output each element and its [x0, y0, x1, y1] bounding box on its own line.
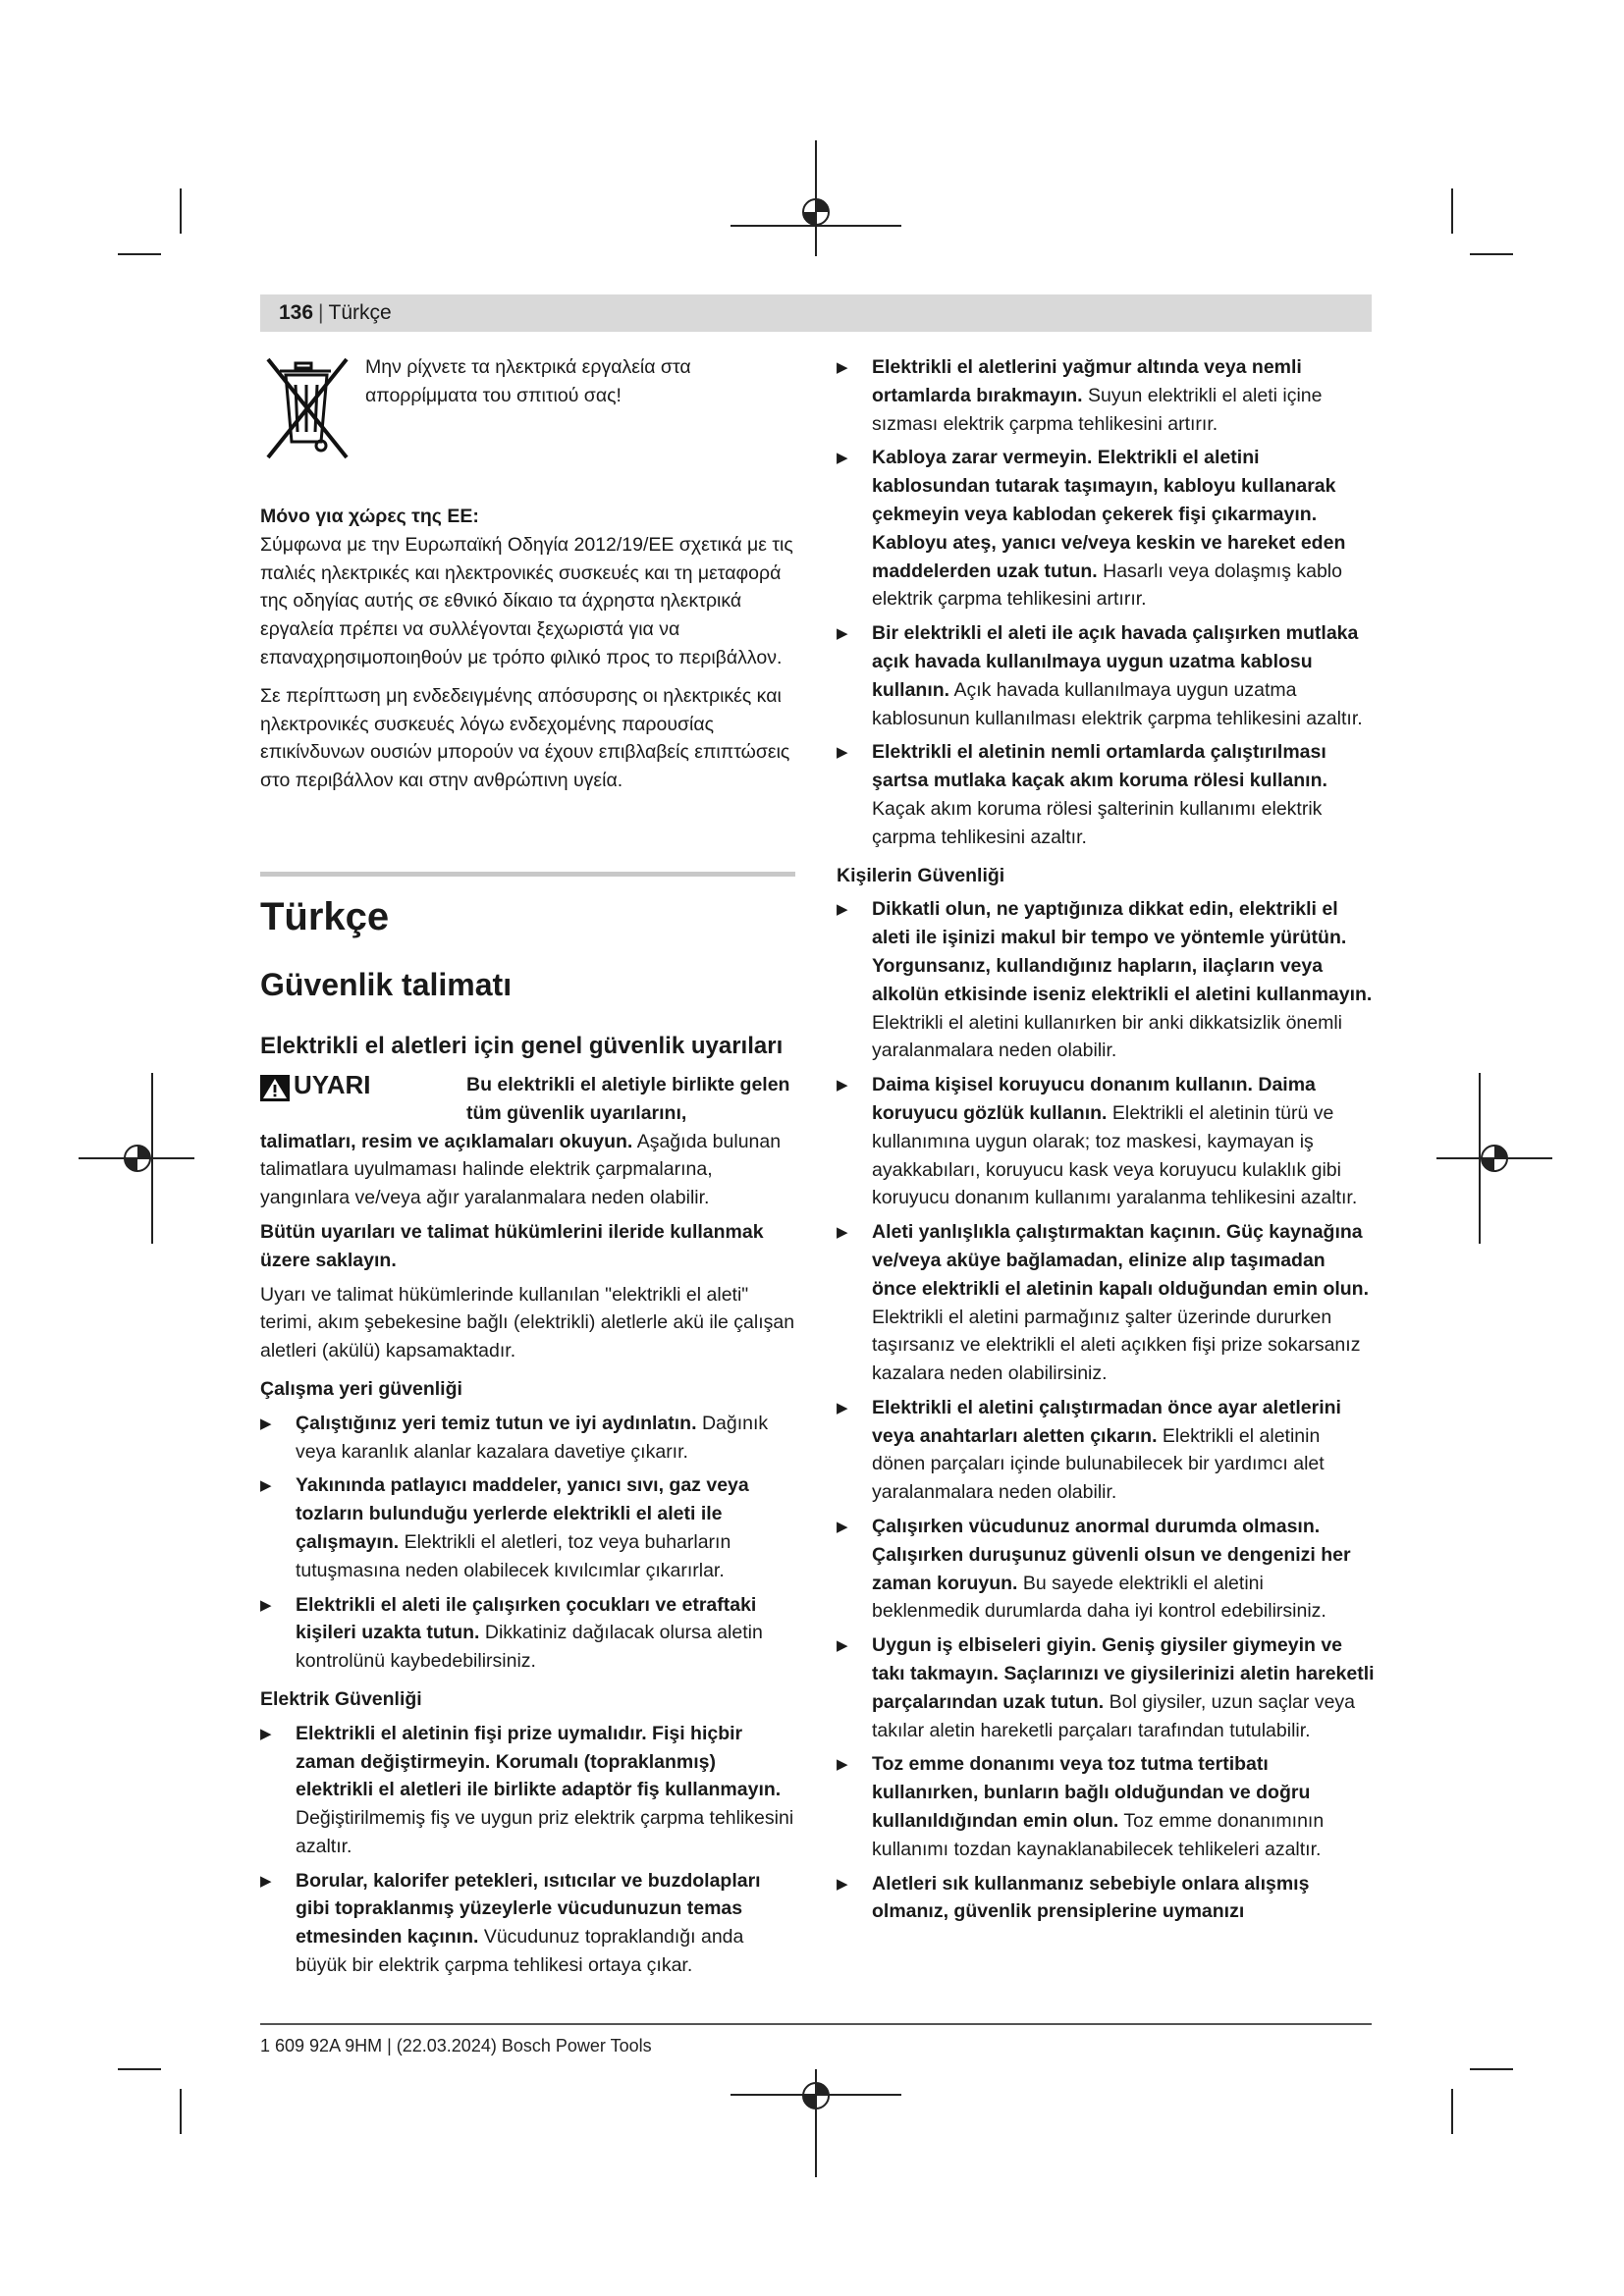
bullet-arrow-icon: ▶ [837, 450, 848, 467]
item-bold: Aletleri sık kullanmanız sebebiyle onlara alışmış olmanız, güvenlik prensiplerine uymanızı [872, 1872, 1310, 1923]
bullet-arrow-icon: ▶ [260, 1477, 272, 1495]
list-item [837, 1071, 1375, 1212]
page-number: 136 [279, 301, 314, 324]
page-header [260, 294, 1372, 332]
item-bold: Daima kişisel koruyucu donanım kullanın. Daima koruyucu gözlük kullanın. [872, 1074, 1316, 1124]
bullet-arrow-icon: ▶ [260, 1415, 272, 1432]
item-bold: Kabloya zarar vermeyin. Elektrikli el aletini kablosundan tutarak taşımayın, kabloyu kullanarak çekmeyin veya kablodan çekerek fişi çıkarmayın. Kabloyu ateş, yanıcı ve/veya keskin ve hareket eden maddelerden uzak tutun. [872, 447, 1346, 582]
item-text: Elektrikli el aletini parmağınız şalter üzerinde dururken taşırsanız ve elektrikli el aleti açıkken fişi prize sokarsanız kazalara neden olabilirsiniz. [872, 1306, 1361, 1385]
crop-mark-tl-h [118, 253, 161, 255]
list-item [260, 1867, 795, 1980]
crossed-wheelie-bin-icon [260, 353, 353, 463]
general-warnings-heading: Elektrikli el aletleri için genel güvenlik uyarıları [260, 1032, 784, 1059]
crop-mark-br-h [1470, 2068, 1513, 2070]
bullet-arrow-icon: ▶ [837, 1637, 848, 1655]
item-text: Hasarlı veya dolaşmış kablo elektrik çarpma tehlikesini artırır. [872, 560, 1342, 611]
warning-text: Aşağıda bulunan talimatlara uyulmaması halinde elektrik çarpmalarına, yangınlara ve/veya ağır yaralanmalara neden olabilir. [260, 1130, 782, 1209]
safety-title: Güvenlik talimatı [260, 966, 513, 1002]
language-title: Türkçe [260, 894, 390, 938]
item-bold: Elektrikli el aletinin fişi prize uymalıdır. Fişi hiçbir zaman değiştirmeyin. Korumalı (topraklanmış) elektrikli el aletleri ile birlikte adaptör fiş kullanmayın. [296, 1722, 782, 1801]
bullet-arrow-icon: ▶ [837, 744, 848, 762]
bullet-arrow-icon: ▶ [837, 359, 848, 376]
eu-heading: Μόνο για χώρες της ΕΕ: [260, 506, 479, 527]
bullet-arrow-icon: ▶ [837, 1519, 848, 1536]
weee-block [260, 353, 795, 463]
warning-bold-2: talimatları, resim ve açıklamaları okuyun. [260, 1130, 633, 1152]
header-separator: | [318, 301, 324, 324]
bullet-arrow-icon: ▶ [837, 1077, 848, 1095]
item-text: Vücudunuz topraklandığı anda büyük bir elektrik çarpma tehlikesi ortaya çıkar. [296, 1926, 744, 1977]
footer-divider [260, 2023, 1372, 2025]
electrical-safety-heading: Elektrik Güvenliği [260, 1687, 422, 1710]
crop-mark-tr-v [1451, 188, 1453, 234]
bullet-arrow-icon: ▶ [837, 625, 848, 643]
bullet-arrow-icon: ▶ [260, 1596, 272, 1614]
list-item [837, 444, 1375, 614]
registration-target-icon [121, 1142, 154, 1175]
bullet-arrow-icon: ▶ [837, 1756, 848, 1774]
item-bold: Toz emme donanımı veya toz tutma tertibatı kullanırken, bunların bağlı olduğundan ve doğru kullanıldığından emin olun. [872, 1753, 1311, 1833]
list-item [260, 1410, 795, 1467]
list-item [837, 1750, 1375, 1863]
list-item [837, 1870, 1375, 1927]
item-text: Toz emme donanımının kullanımı tozdan kaynaklanabilecek tehlikeleri azaltır. [872, 1810, 1325, 1860]
item-text: Dikkatiniz dağılacak olursa aletin kontrolünü kaybedebilirsiniz. [296, 1622, 763, 1673]
greek-paragraph-1: Σύμφωνα με την Ευρωπαϊκή Οδηγία 2012/19/ΕΕ σχετικά με τις παλιές ηλεκτρικές και ηλεκτρονικές συσκευές και τη μεταφορά της οδηγίας αυτής σε εθνικό δίκαιο τα άχρηστα ηλεκτρικά εργαλεία πρέπει να συλλέγονται ξεχωριστά για να επαναχρησιμοποιηθούν με τρόπο φιλικό προς το περιβάλλον. [260, 533, 793, 668]
crop-mark-br-v [1451, 2089, 1453, 2134]
left-column [260, 353, 795, 1980]
greek-paragraph-2: Σε περίπτωση μη ενδεδειγμένης απόσυρσης οι ηλεκτρικές και ηλεκτρονικές συσκευές λόγω ενδεχομένης παρουσίας επικίνδυνων ουσιών μπορούν να έχουν επιβλαβείς επιπτώσεις στο περιβάλλον και στην ανθρώπινη υγεία. [260, 684, 790, 792]
keep-instructions: Bütün uyarıları ve talimat hükümlerini ileride kullanmak üzere saklayın. [260, 1220, 764, 1271]
item-text: Elektrikli el aletini kullanırken bir anki dikkatsizlik önemli yaralanmalara neden olabilir. [872, 1011, 1343, 1062]
item-text: Bu sayede elektrikli el aletini beklenmedik durumlarda daha iyi kontrol edebilirsiniz. [872, 1572, 1326, 1623]
work-area-heading: Çalışma yeri güvenliği [260, 1377, 462, 1400]
bullet-arrow-icon: ▶ [837, 1399, 848, 1416]
list-item [837, 353, 1375, 438]
item-bold: Elektrikli el aletini çalıştırmadan önce ayar aletlerini veya anahtarları aletten çıkarın. [872, 1396, 1341, 1447]
term-text: Uyarı ve talimat hükümlerinde kullanılan "elektrikli el aleti" terimi, akım şebekesine bağlı (elektrikli) aletlerle akü ile çalışan aletleri (akülü) kapsamaktadır. [260, 1283, 795, 1362]
warning-bold-1: Bu elektrikli el aletiyle birlikte gelen tüm güvenlik uyarılarını, [466, 1073, 790, 1124]
list-item [260, 1591, 795, 1676]
warning-paragraph [260, 1128, 795, 1212]
bullet-arrow-icon: ▶ [837, 1224, 848, 1242]
item-bold: Elektrikli el aletlerini yağmur altında veya nemli ortamlarda bırakmayın. [872, 356, 1302, 406]
item-text: Değiştirilmemiş fiş ve uygun priz elektrik çarpma tehlikesini azaltır. [296, 1807, 794, 1857]
section-divider [260, 872, 795, 877]
personal-safety-heading: Kişilerin Güvenliği [837, 864, 1005, 886]
list-item [837, 1218, 1375, 1388]
item-bold: Borular, kalorifer petekleri, ısıtıcılar ve buzdolapları gibi topraklanmış yüzeylerle vücudunuzun temas etmesinden kaçının. [296, 1869, 761, 1949]
item-bold: Uygun iş elbiseleri giyin. Geniş giysiler giymeyin ve takı takmayın. Saçlarınızı ve giysilerinizi aletin hareketli parçalarından uzak tutun. [872, 1634, 1375, 1713]
warning-word: UYARI [294, 1069, 371, 1099]
warning-row [260, 1071, 795, 1128]
item-bold: Elektrikli el aleti ile çalışırken çocukları ve etraftaki kişileri uzakta tutun. [296, 1593, 757, 1644]
header-language: Türkçe [328, 301, 392, 324]
item-text: Açık havada kullanılmaya uygun uzatma kablosunun kullanılması elektrik çarpma tehlikesini azaltır. [872, 678, 1363, 729]
registration-target-icon [799, 2079, 833, 2112]
item-bold: Çalışırken vücudunuz anormal durumda olmasın. Çalışırken duruşunuz güvenli olsun ve dengenizi her zaman koruyun. [872, 1516, 1351, 1594]
item-text: Elektrikli el aletinin türü ve kullanımına uygun olarak; toz maskesi, kaymayan iş ayakkabıları, koruyucu kask veya koruyucu kulaklık gibi koruyucu donanım kullanımı yaralanma tehlikesini azaltır. [872, 1101, 1358, 1209]
list-item [837, 1394, 1375, 1507]
list-item [837, 619, 1375, 732]
crop-mark-tr-h [1470, 253, 1513, 255]
crop-mark-bl-v [180, 2089, 182, 2134]
bullet-arrow-icon: ▶ [837, 1875, 848, 1893]
item-text: Suyun elektrikli el aleti içine sızması elektrik çarpma tehlikesini artırır. [872, 384, 1323, 435]
warning-label [260, 1071, 466, 1128]
item-bold: Çalıştığınız yeri temiz tutun ve iyi aydınlatın. [296, 1412, 697, 1434]
item-text: Kaçak akım koruma rölesi şalterinin kullanımı elektrik çarpma tehlikesini azaltır. [872, 797, 1323, 848]
item-bold: Dikkatli olun, ne yaptığınıza dikkat edin, elektrikli el aleti ile işinizi makul bir tempo ve yöntemle yürütün. Yorgunsanız, kullandığınız hapların, ilaçların veya alkolün etkisinde iseniz elektrikli el aletini kullanmayın. [872, 898, 1373, 1005]
item-text: Elektrikli el aletinin dönen parçaları içinde bulunabilecek bir yardımcı alet yaralanmalara neden olabilir. [872, 1424, 1325, 1504]
item-bold: Elektrikli el aletinin nemli ortamlarda çalıştırılması şartsa mutlaka kaçak akım koruma rölesi kullanın. [872, 741, 1327, 792]
bullet-arrow-icon: ▶ [260, 1872, 272, 1890]
bullet-arrow-icon: ▶ [837, 901, 848, 919]
registration-target-icon [1478, 1142, 1511, 1175]
list-item [260, 1720, 795, 1861]
right-column [837, 353, 1375, 1926]
bullet-arrow-icon: ▶ [260, 1725, 272, 1742]
crop-mark-bl-h [118, 2068, 161, 2070]
item-text: Dağınık veya karanlık alanlar kazalara davetiye çıkarır. [296, 1412, 769, 1463]
list-item [837, 738, 1375, 851]
list-item [837, 1631, 1375, 1744]
registration-target-icon [799, 195, 833, 229]
weee-text: Μην ρίχνετε τα ηλεκτρικά εργαλεία στα απορρίμματα του σπιτιού σας! [365, 356, 691, 406]
item-text: Bol giysiler, uzun saçlar veya takılar aletin hareketli parçaları tarafından tutulabilir. [872, 1690, 1356, 1741]
page-footer: 1 609 92A 9HM | (22.03.2024) Bosch Power Tools [260, 2036, 652, 2056]
crop-mark-tl-v [180, 188, 182, 234]
list-item [837, 895, 1375, 1065]
item-bold: Aleti yanlışlıkla çalıştırmaktan kaçının. Güç kaynağına ve/veya aküye bağlamadan, elinize alıp taşımadan önce elektrikli el aletinin kapalı olduğundan emin olun. [872, 1221, 1370, 1300]
warning-triangle-icon [260, 1075, 290, 1101]
list-item [260, 1471, 795, 1584]
item-bold: Bir elektrikli el aleti ile açık havada çalışırken mutlaka açık havada kullanılmaya uygun uzatma kablosu kullanın. [872, 622, 1359, 701]
item-bold: Yakınında patlayıcı maddeler, yanıcı sıvı, gaz veya tozların bulunduğu yerlerde elektrikli el aleti ile çalışmayın. [296, 1474, 749, 1553]
item-text: Elektrikli el aletleri, toz veya buharların tutuşmasına neden olabilecek kıvılcımlar çıkarırlar. [296, 1530, 731, 1581]
list-item [837, 1513, 1375, 1626]
